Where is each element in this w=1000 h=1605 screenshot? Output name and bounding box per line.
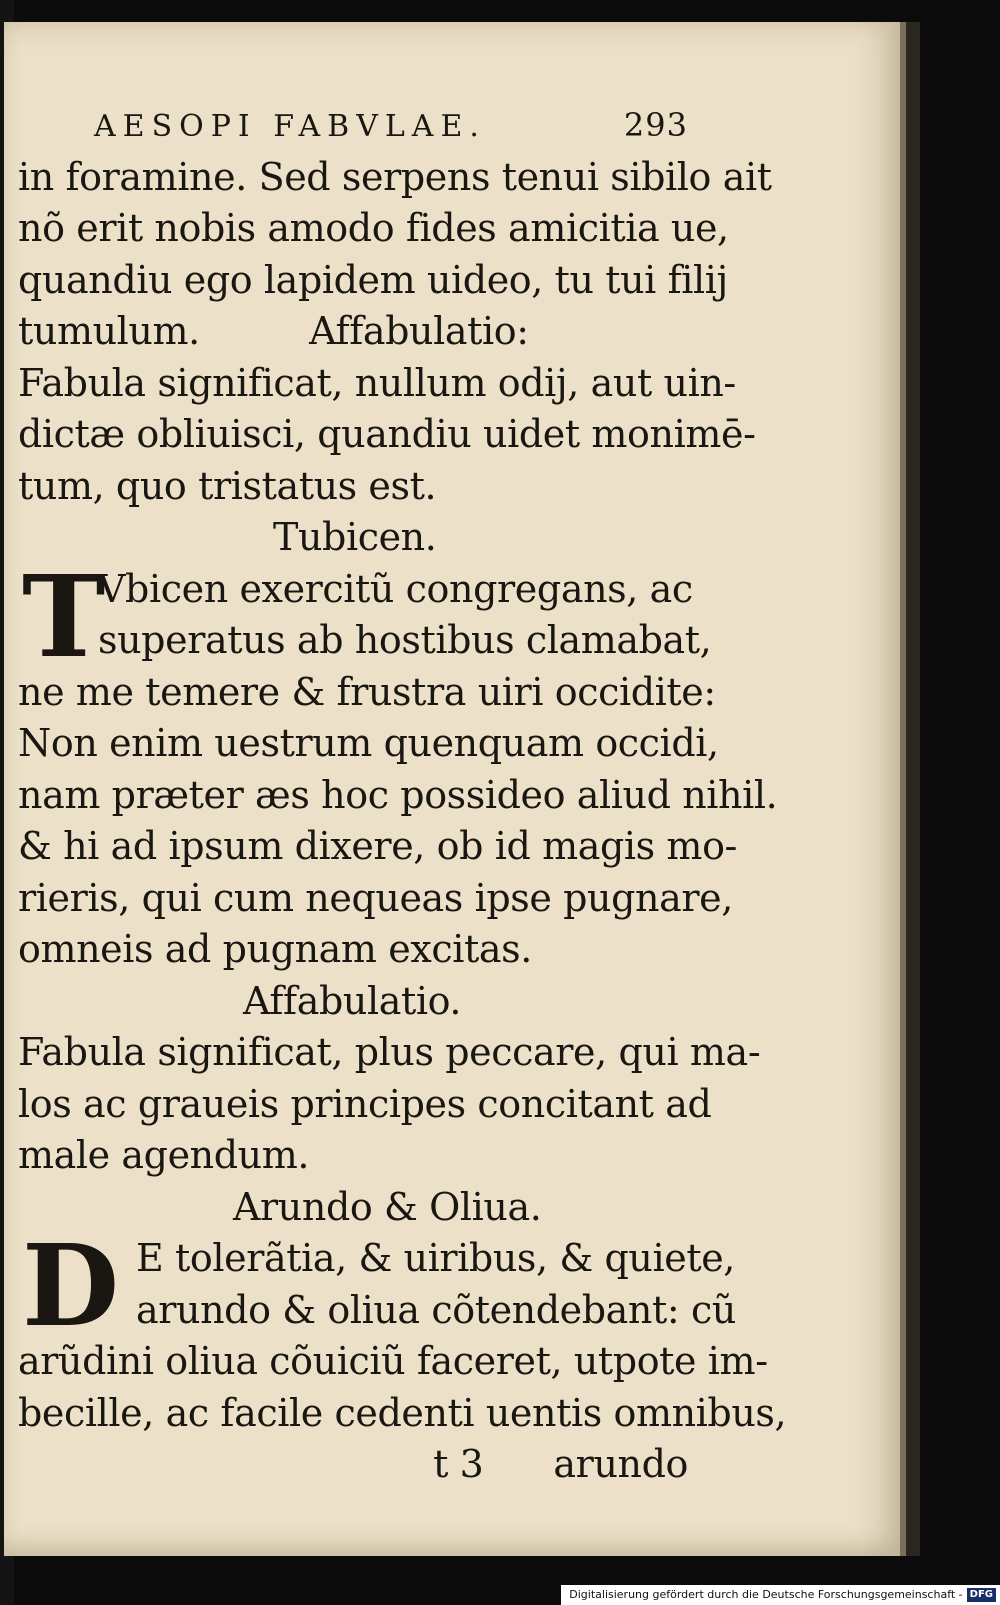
text-line: nõ erit nobis amodo fides amicitia ue, [18,206,729,250]
text-line: E tolerãtia, & uiribus, & quiete, [136,1236,735,1280]
text-line: quandiu ego lapidem uideo, tu tui filij [18,257,728,302]
page-number: 293 [623,106,688,144]
running-head-title: AESOPI FABVLAE. [94,109,486,144]
text-fragment: tumulum. [18,309,200,353]
running-head [18,100,688,152]
text-line: in foramine. Sed serpens tenui sibilo ait [18,154,772,199]
text-line: Vbicen exercitũ congregans, ac [98,566,693,611]
text-line: nam præter æs hoc possideo aliud nihil. [18,772,778,817]
fable-body [18,551,778,976]
text-line: omneis ad pugnam excitas. [18,927,532,971]
text-line: Fabula significat, nullum odij, aut uin- [18,360,736,405]
credit-text: Digitalisierung gefördert durch die Deutsche Forschungsgemeinschaft - [569,1588,963,1601]
text-line: arundo & oliua cõtendebant: cũ [136,1287,736,1332]
page-signature-line [18,1439,698,1491]
text-line: Fabula significat, plus peccare, qui ma- [18,1030,761,1074]
fable-title: Tubicen. [273,515,437,559]
fable-title: Arundo & Oliua. [233,1184,542,1229]
signature-mark: t 3 [433,1442,484,1486]
scan-background-right [906,22,920,1556]
text-line: male agendum. [18,1133,310,1177]
fable-body [18,1221,787,1439]
affabulatio-heading: Affabulatio. [243,978,462,1023]
page-text-block [18,100,787,1491]
text-line: becille, ac facile cedenti uentis omnibus, [18,1390,787,1435]
text-line: arũdini oliua cõuiciũ faceret, utpote im- [18,1339,768,1383]
digitization-credit [561,1585,1000,1605]
text-line: rieris, qui cum nequeas ipse pugnare, [18,875,733,920]
affabulatio-heading: Affabulatio: [309,309,529,353]
text-line: Non enim uestrum quenquam occidi, [18,721,719,765]
text-line: dictæ obliuisci, quandiu uidet monimē- [18,412,756,456]
text-line: los ac graueis principes concitant ad [18,1081,712,1126]
text-line-with-heading [18,306,698,358]
drop-cap: D [22,1221,119,1352]
catchword: arundo [553,1442,688,1486]
text-line: superatus ab hostibus clamabat, [98,618,712,662]
dfg-logo-icon: DFG [967,1588,996,1602]
text-line: tum, quo tristatus est. [18,463,437,508]
drop-cap: T [22,551,105,683]
text-line: ne me temere & frustra uiri occidite: [18,669,716,714]
text-line: & hi ad ipsum dixere, ob id magis mo- [18,824,737,868]
